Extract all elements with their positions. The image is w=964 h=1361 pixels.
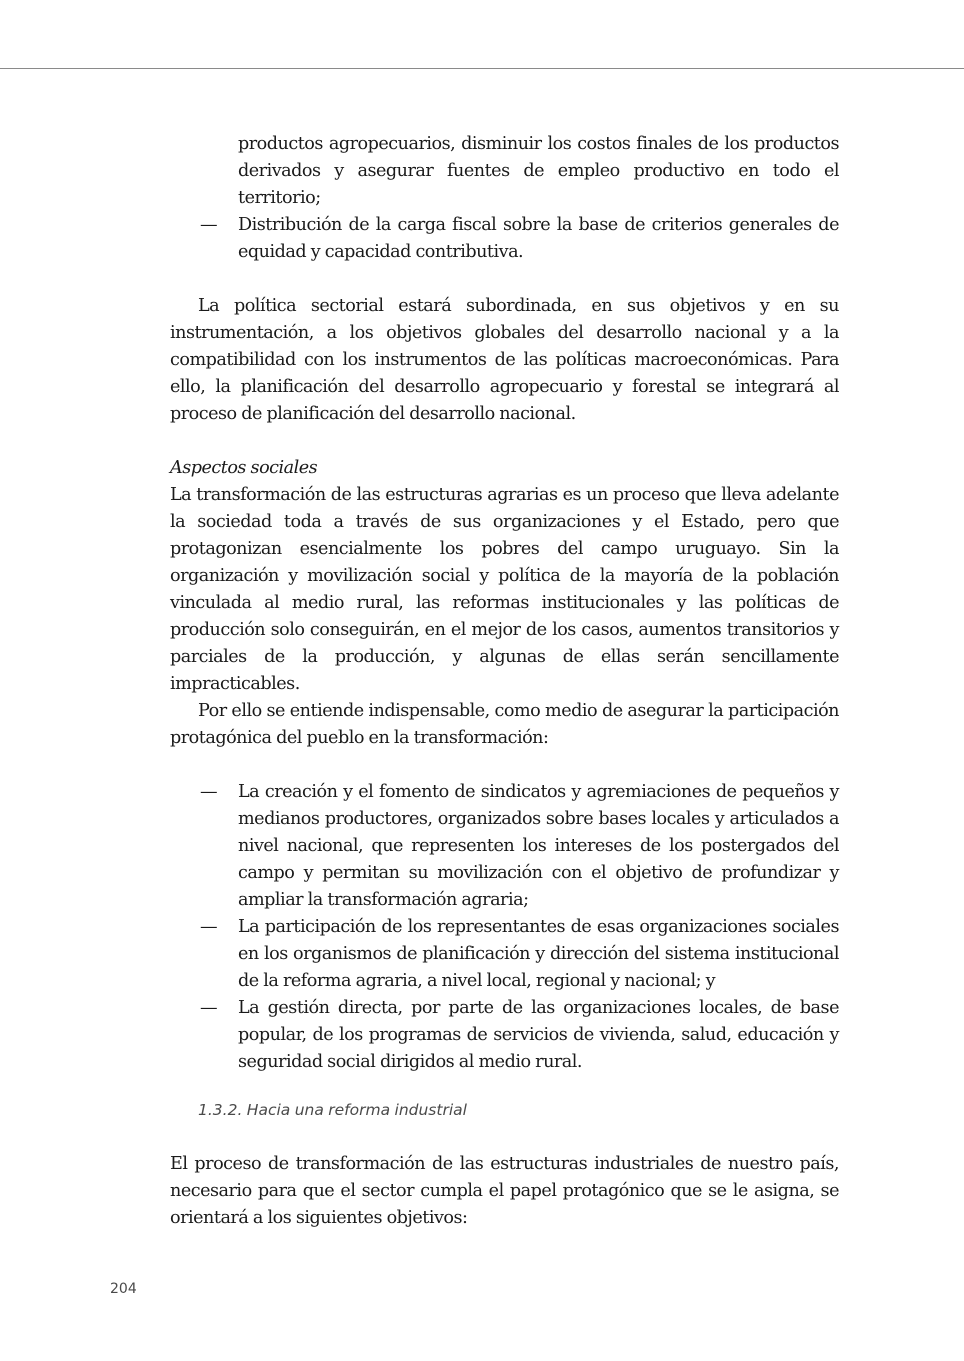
page-number: 204: [110, 1281, 137, 1297]
spacer: [170, 266, 839, 293]
list-item: [170, 212, 839, 266]
subheading: Aspectos sociales: [170, 458, 318, 478]
list-item: [170, 914, 839, 995]
list-item-text: Distribución de la carga fiscal sobre la base de criterios generales de equidad y capacidad contributiva.: [238, 215, 839, 262]
spacer: [170, 1076, 839, 1097]
header-rule: [0, 68, 964, 69]
body-paragraph: El proceso de transformación de las estructuras industriales de nuestro país, necesario para que el sector cumpla el papel protagónico que se le asigna, se orientará a los siguientes objetivos:: [170, 1154, 839, 1228]
list-dash: —: [200, 782, 218, 802]
list-item: [170, 995, 839, 1076]
page-body: [170, 131, 839, 1232]
spacer: [170, 752, 839, 779]
list-item-text: La creación y el fomento de sindicatos y agremiaciones de pequeños y medianos productores, organizados sobre bases locales y articulados a nivel nacional, que representen los intereses de los postergados del campo y permitan su movilización con el objetivo de profundizar y ampliar la transformación agraria;: [238, 782, 839, 910]
spacer: [170, 1124, 839, 1151]
spacer: [170, 428, 839, 455]
section-heading: 1.3.2. Hacia una reforma industrial: [198, 1101, 467, 1119]
list-item-text: La gestión directa, por parte de las organizaciones locales, de base popular, de los programas de servicios de vivienda, salud, educación y seguridad social dirigidos al medio rural.: [238, 998, 839, 1072]
list-item-text: productos agropecuarios, disminuir los costos finales de los productos derivados y asegurar fuentes de empleo productivo en todo el territorio;: [238, 134, 839, 208]
list-dash: —: [200, 917, 218, 937]
list-item: [170, 779, 839, 914]
body-paragraph: La transformación de las estructuras agrarias es un proceso que lleva adelante la sociedad toda a través de sus organizaciones y el Estado, pero que protagonizan esencialmente los pobres del campo uruguayo. Sin la organización y movilización social y política de la mayoría de la población vinculada al medio rural, las reformas institucionales y las políticas de producción solo conseguirán, en el mejor de los casos, aumentos transitorios y parciales de la producción, y algunas de ellas serán sencillamente impracticables.: [170, 485, 839, 694]
list-dash: —: [200, 998, 218, 1018]
body-paragraph: La política sectorial estará subordinada, en sus objetivos y en su instrumentación, a los objetivos globales del desarrollo nacional y a la compatibilidad con los instrumentos de las políticas macroeconómicas. Para ello, la planificación del desarrollo agropecuario y forestal se integrará al proceso de planificación del desarrollo nacional.: [170, 296, 839, 424]
list-item: [170, 131, 839, 212]
body-paragraph: Por ello se entiende indispensable, como medio de asegurar la participación protagónica del pueblo en la transformación:: [170, 701, 839, 748]
list-dash: —: [200, 215, 218, 235]
list-item-text: La participación de los representantes de esas organizaciones sociales en los organismos de planificación y dirección del sistema institucional de la reforma agraria, a nivel local, regional y nacional; y: [238, 917, 839, 991]
